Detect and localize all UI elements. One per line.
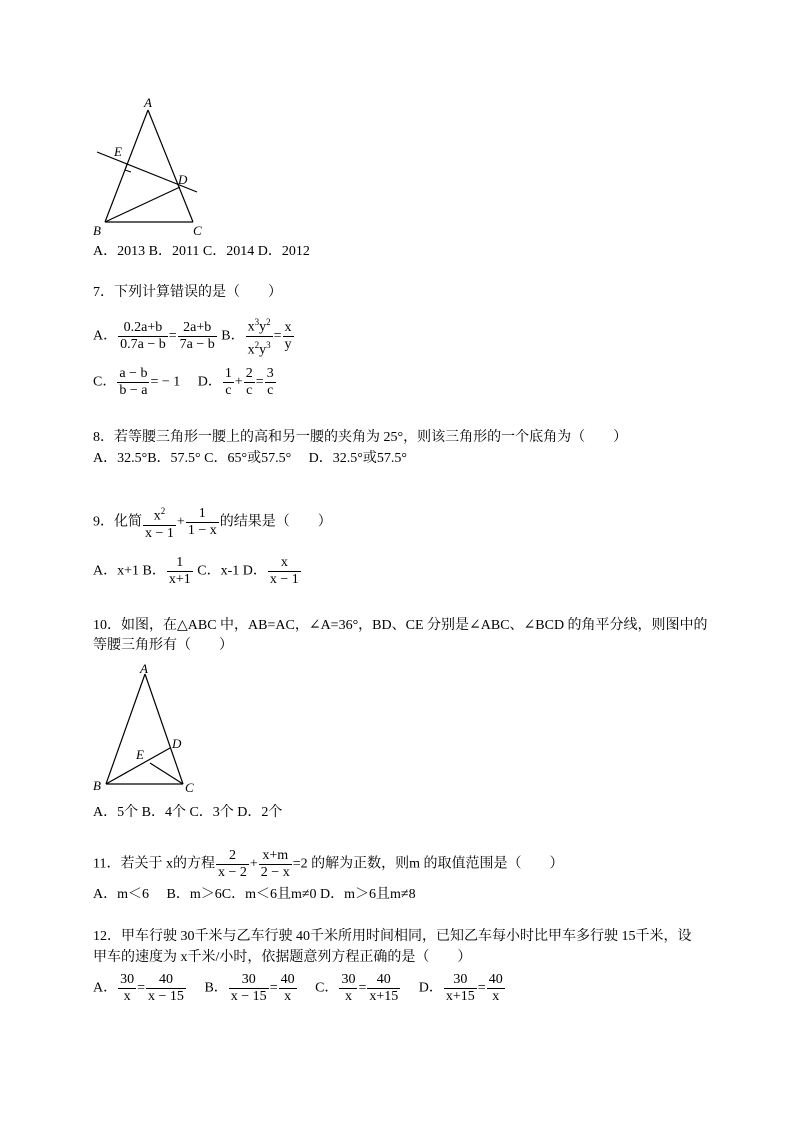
q12-stem-line2: 甲车的速度为 x千米/小时，依据题意列方程正确的是（ ） bbox=[93, 950, 472, 965]
triangle-figure-1 bbox=[85, 95, 215, 240]
q8-stem: 8．若等腰三角形一腰上的高和另一腰的夹角为 25°，则该三角形的一个底角为（ ） bbox=[93, 430, 628, 445]
q11-options: A．m＜6 B．m＞6C．m＜6且m≠0 D．m＞6且m≠8 bbox=[93, 887, 416, 902]
q10-stem-line2: 等腰三角形有（ ） bbox=[93, 638, 233, 653]
fig2-label-d: D bbox=[172, 736, 182, 751]
q8-options: A．32.5°B．57.5° C．65°或57.5° D．32.5°或57.5° bbox=[93, 451, 407, 466]
triangle-figure-2 bbox=[85, 660, 215, 800]
fig2-label-e: E bbox=[136, 747, 144, 762]
fig2-label-b: B bbox=[93, 778, 101, 793]
q6-options: A．2013 B．2011 C．2014 D．2012 bbox=[93, 244, 310, 259]
fig1-label-c: C bbox=[193, 223, 202, 238]
q10-options: A．5个 B．4个 C．3个 D．2个 bbox=[93, 805, 283, 820]
q9-options: A．x+1 B． $\frac{1}{x+1}$ C．x-1 D． $\frac{x}{x - 1}$ bbox=[93, 555, 299, 587]
q9-stem: 9．化简 $\frac{x^2}{x - 1}$ + $\frac{1}{1 - x}$ 的结果是（ ） bbox=[93, 505, 332, 541]
q7-options-ab: A． $\frac{0.2a+b}{0.7a - b}$ = $\frac{2a+b}{7a - b}$ B． $\frac{x^3y^2}{x^2y^3}$ = $\frac{x}{y}$ bbox=[93, 317, 292, 358]
q12-options: A． $\frac{30}{x}$ = $\frac{40}{x - 15}$ B． $\frac{30}{x - 15}$ = $\frac{40}{x}$ C． $\frac{30}{x}$ = $\frac{40}{x+15}$ D． $\frac{30}{x+15}$ = $\frac{40}{x}$ bbox=[93, 972, 503, 1004]
q7-stem: 7．下列计算错误的是（ ） bbox=[93, 285, 282, 300]
q11-stem: 11．若关于 x的方程 $\frac{2}{x - 2}$ + $\frac{x+m}{2 - x}$ =2 的解为正数，则m 的取值范围是（ ） bbox=[93, 848, 564, 880]
fig1-label-d: D bbox=[178, 172, 188, 187]
fig2-label-a: A bbox=[140, 661, 148, 676]
fig2-label-c: C bbox=[185, 780, 194, 795]
fig1-label-b: B bbox=[93, 223, 101, 238]
q12-stem-line1: 12．甲车行驶 30千米与乙车行驶 40千米所用时间相同，已知乙车每小时比甲车多行驶 15千米，设 bbox=[93, 929, 692, 944]
q10-stem-line1: 10．如图，在△ABC 中，AB=AC，∠A=36°，BD、CE 分别是∠ABC、∠BCD 的角平分线，则图中的 bbox=[93, 618, 708, 633]
fig1-label-e: E bbox=[114, 144, 122, 159]
q7-options-cd: C． $\frac{a - b}{b - a}$ = − 1 D． $\frac{1}{c}$ + $\frac{2}{c}$ = $\frac{3}{c}$ bbox=[93, 366, 274, 398]
fig1-label-a: A bbox=[144, 95, 152, 110]
